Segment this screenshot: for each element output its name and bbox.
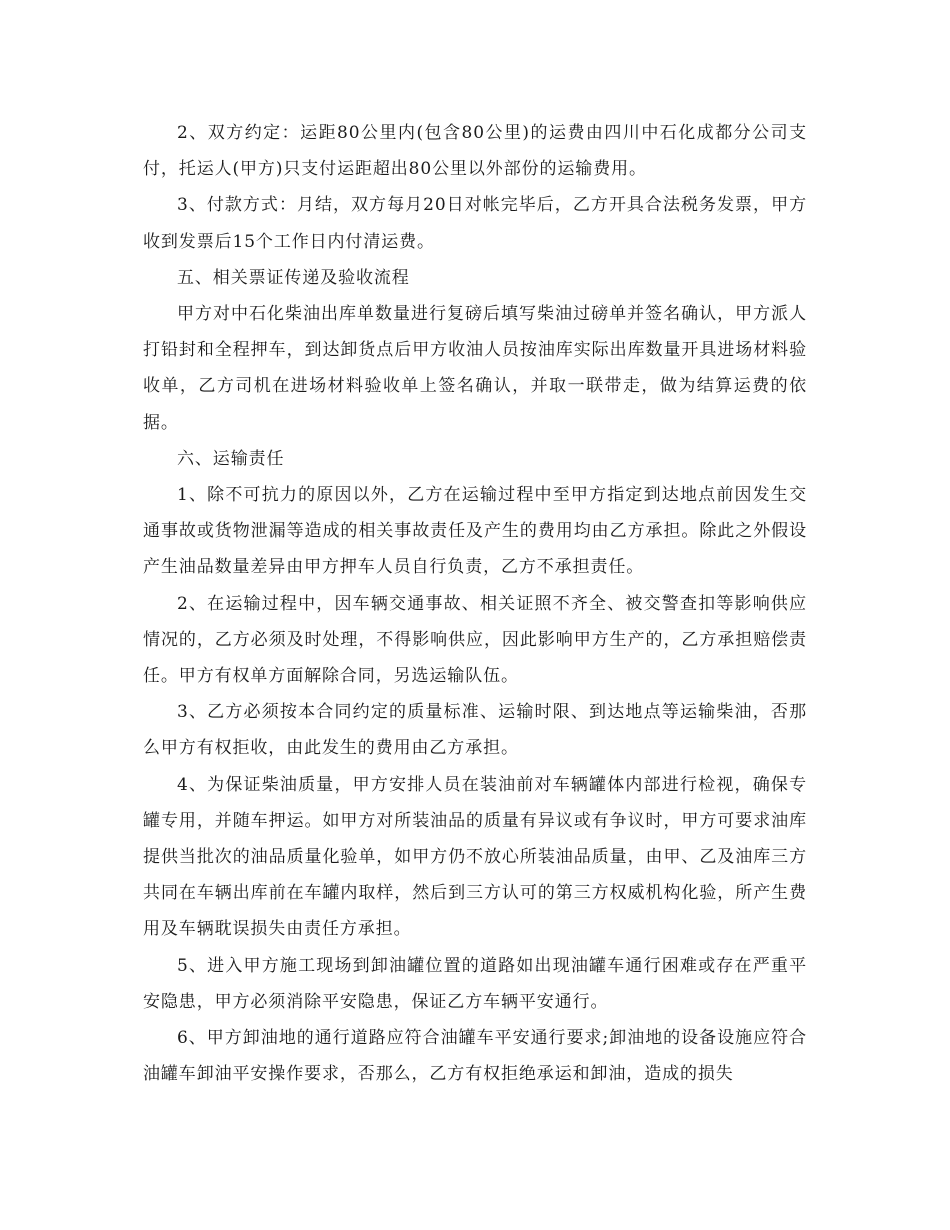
section-6-clause-2: 2、在运输过程中，因车辆交通事故、相关证照不齐全、被交警查扣等影响供应情况的，乙方必须及时处理，不得影响供应，因此影响甲方生产的，乙方承担赔偿责任。甲方有权单方面解除合同，另选运输队伍。 bbox=[143, 593, 807, 687]
section-6-clause-3: 3、乙方必须按本合同约定的质量标准、运输时限、到达地点等运输柴油，否那么甲方有权拒收，由此发生的费用由乙方承担。 bbox=[143, 702, 807, 759]
section-6-heading: 六、运输责任 bbox=[177, 448, 285, 469]
clause-2-freight-agreement: 2、双方约定：运距80公里内(包含80公里)的运费由四川中石化成都分公司支付，托运人(甲方)只支付运距超出80公里以外部份的运输费用。 bbox=[143, 123, 807, 180]
clause-3-payment-method: 3、付款方式：月结，双方每月20日对帐完毕后，乙方开具合法税务发票，甲方收到发票后15个工作日内付清运费。 bbox=[143, 195, 807, 252]
section-5-body: 甲方对中石化柴油出库单数量进行复磅后填写柴油过磅单并签名确认，甲方派人打铅封和全程押车，到达卸货点后甲方收油人员按油库实际出库数量开具进场材料验收单，乙方司机在进场材料验收单上签名确认，并取一联带走，做为结算运费的依据。 bbox=[143, 304, 807, 433]
section-6-clause-1: 1、除不可抗力的原因以外，乙方在运输过程中至甲方指定到达地点前因发生交通事故或货物泄漏等造成的相关事故责任及产生的费用均由乙方承担。除此之外假设产生油品数量差异由甲方押车人员自行负责，乙方不承担责任。 bbox=[143, 485, 807, 578]
section-6-clause-4: 4、为保证柴油质量，甲方安排人员在装油前对车辆罐体内部进行检视，确保专罐专用，并随车押运。如甲方对所装油品的质量有异议或有争议时，甲方可要求油库提供当批次的油品质量化验单，如甲方仍不放心所装油品质量，由甲、乙及油库三方共同在车辆出库前在车罐内取样，然后到三方认可的第三方权威机构化验，所产生费用及车辆耽误损失由责任方承担。 bbox=[143, 774, 807, 940]
document-body bbox=[143, 115, 807, 1092]
section-6-clause-6: 6、甲方卸油地的通行道路应符合油罐车平安通行要求;卸油地的设备设施应符合油罐车卸油平安操作要求，否那么，乙方有权拒绝承运和卸油，造成的损失 bbox=[143, 1028, 807, 1085]
section-6-clause-5: 5、进入甲方施工现场到卸油罐位置的道路如出现油罐车通行困难或存在严重平安隐患，甲方必须消除平安隐患，保证乙方车辆平安通行。 bbox=[143, 955, 807, 1012]
section-5-heading: 五、相关票证传递及验收流程 bbox=[177, 267, 410, 288]
